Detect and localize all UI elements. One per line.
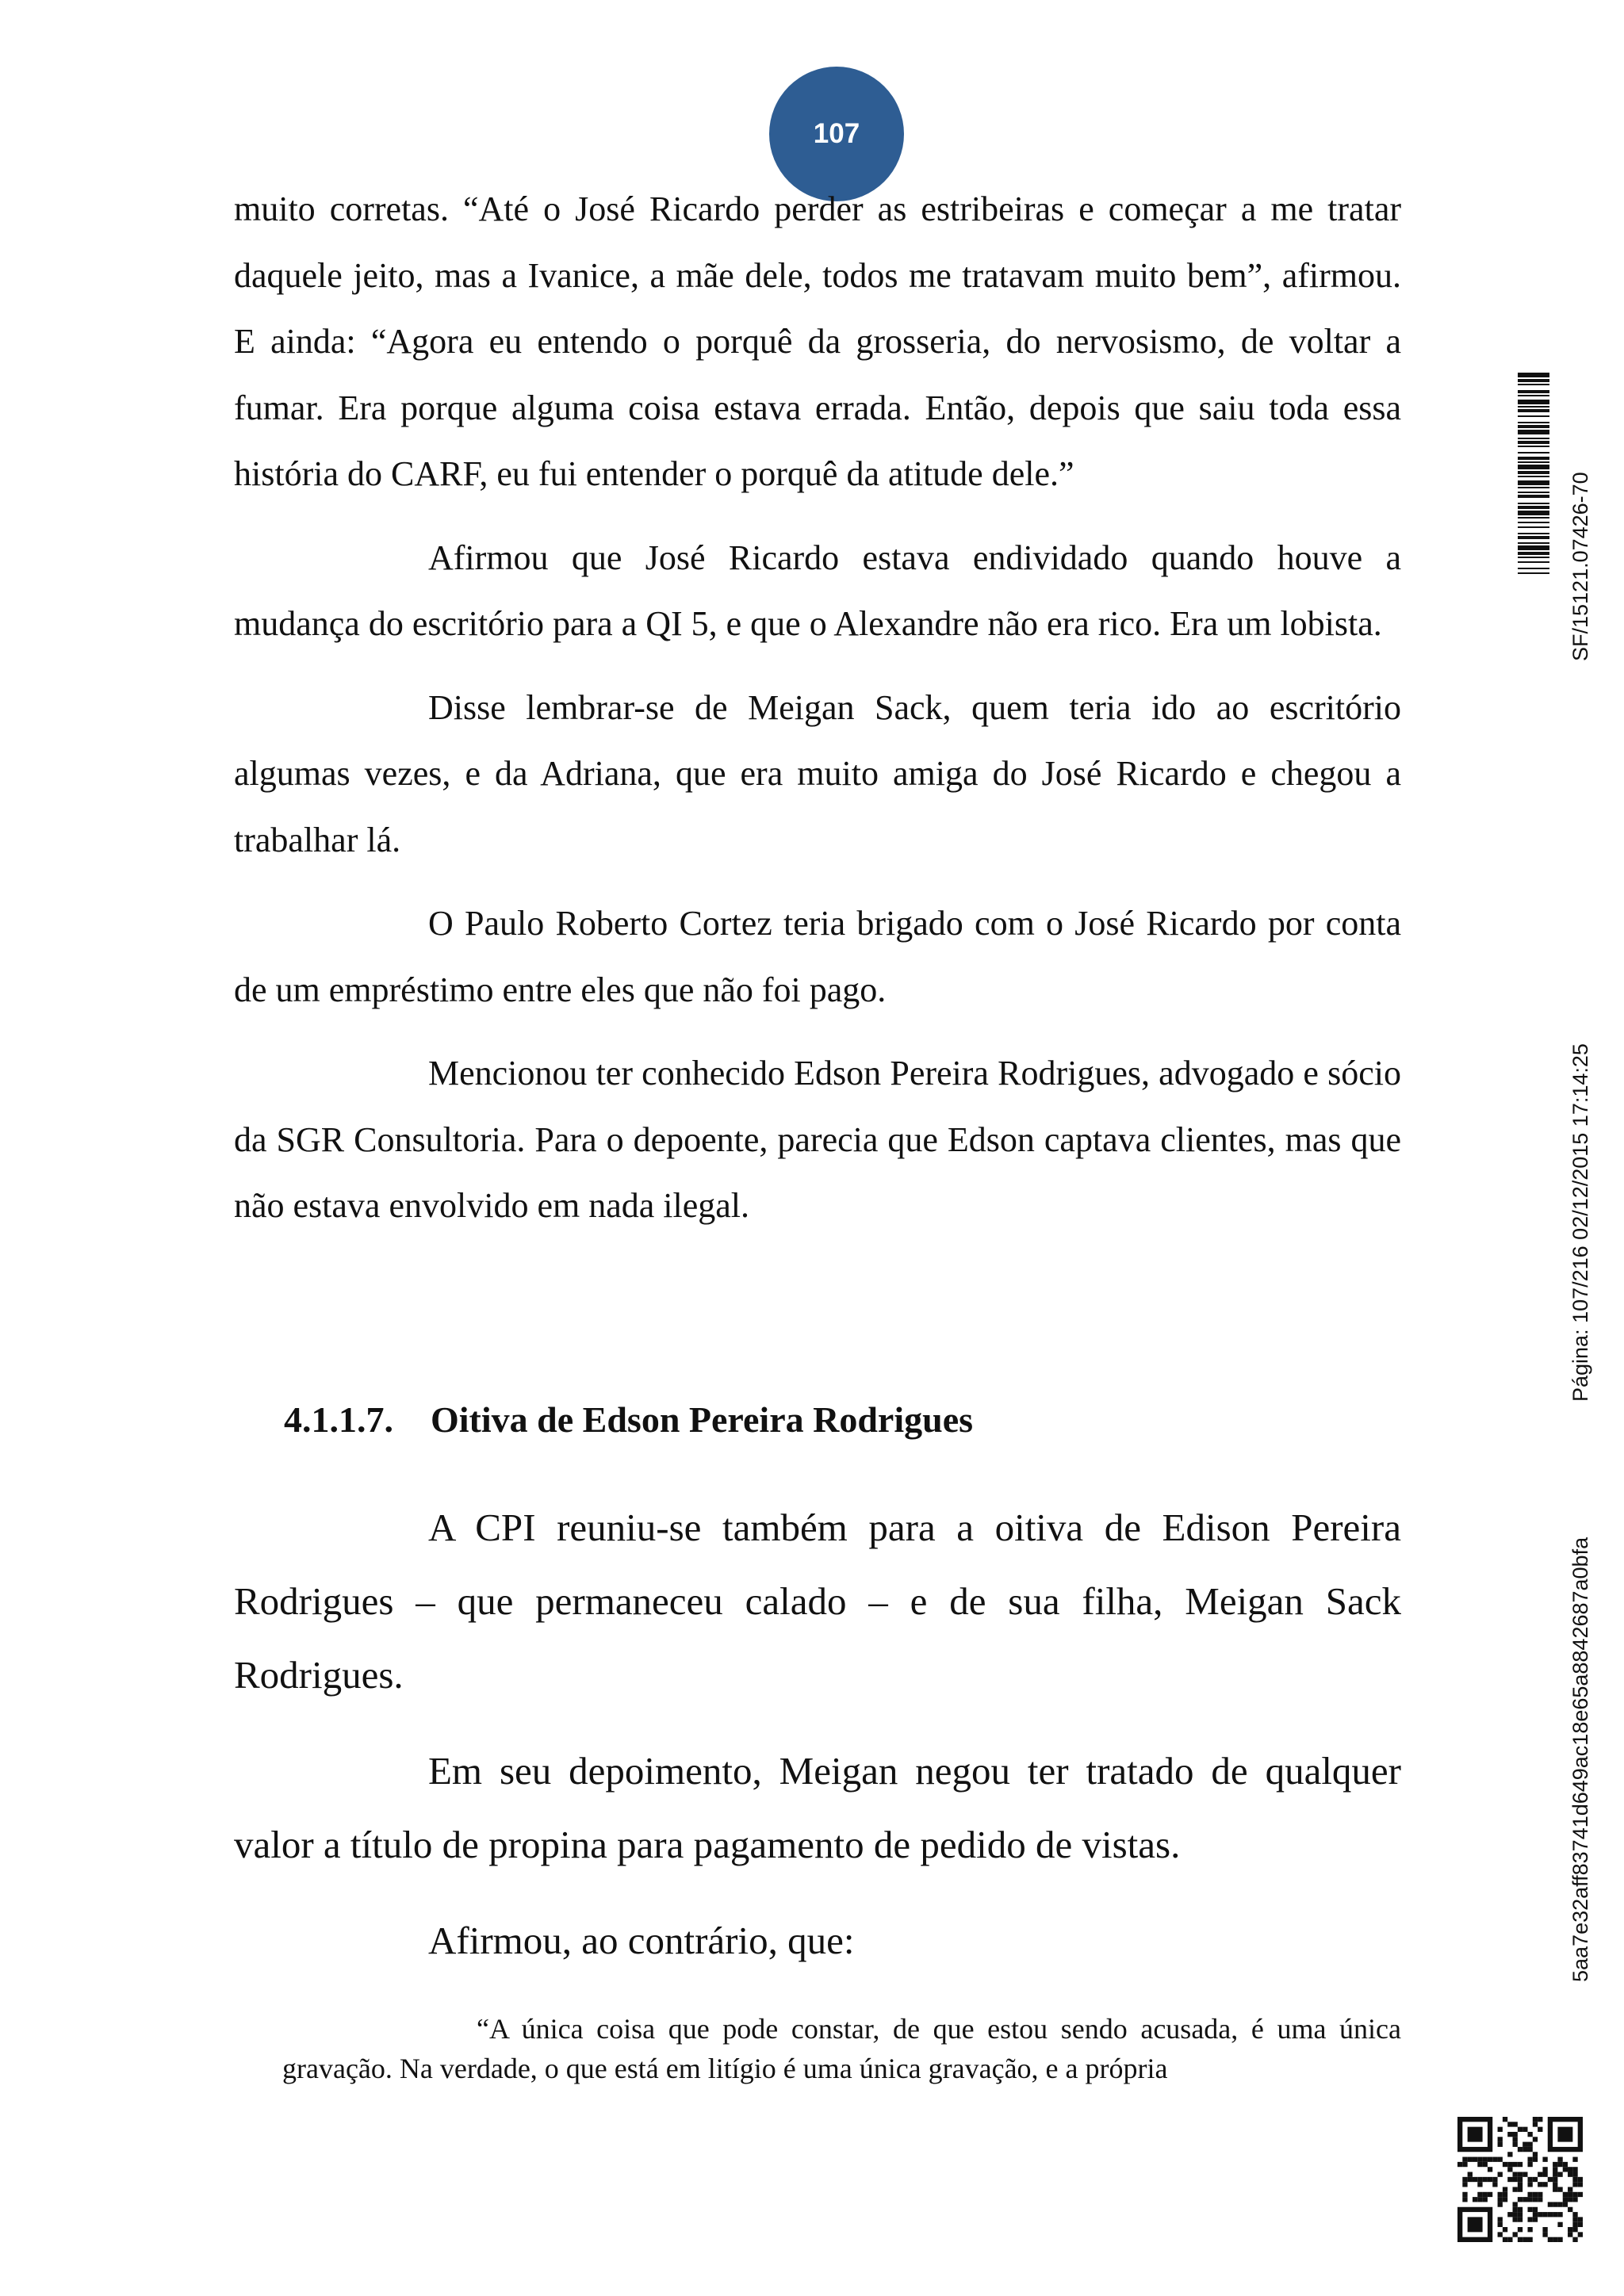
paragraph-2: Afirmou que José Ricardo estava endividado quando houve a mudança do escritório para a QI 5, e que o Alexandre não era rico. Era um lobista. bbox=[234, 538, 1401, 643]
paragraph-8: Afirmou, ao contrário, que: bbox=[428, 1919, 855, 1962]
page-info-label: Página: 107/216 02/12/2015 17:14:25 bbox=[1568, 1043, 1592, 1402]
body-text-bottom bbox=[234, 1490, 1401, 1977]
body-text-top bbox=[234, 176, 1401, 1239]
section-number: 4.1.1.7. bbox=[284, 1399, 393, 1440]
section-heading bbox=[284, 1399, 973, 1441]
document-hash-label: 5aa7e32aff83741d649ac18e65a8842687a0bfa bbox=[1568, 1536, 1592, 1982]
page-number-badge: 107 bbox=[769, 67, 904, 201]
block-quote: “A única coisa que pode constar, de que estou sendo acusada, é uma única gravação. Na verdade, o que está em litígio é uma única gravação, e a própria bbox=[282, 2013, 1401, 2084]
section-title: Oitiva de Edson Pereira Rodrigues bbox=[431, 1399, 974, 1440]
paragraph-4: O Paulo Roberto Cortez teria brigado com o José Ricardo por conta de um empréstimo entre eles que não foi pago. bbox=[234, 904, 1401, 1009]
barcode-id-label: SF/15121.07426-70 bbox=[1568, 472, 1592, 661]
paragraph-7: Em seu depoimento, Meigan negou ter tratado de qualquer valor a título de propina para pagamento de pedido de vistas. bbox=[234, 1749, 1401, 1866]
barcode-icon bbox=[1518, 373, 1549, 745]
paragraph-5: Mencionou ter conhecido Edson Pereira Rodrigues, advogado e sócio da SGR Consultoria. Para o depoente, parecia que Edson captava clientes, mas que não estava envolvido em nada ilegal. bbox=[234, 1054, 1401, 1225]
paragraph-6: A CPI reuniu-se também para a oitiva de Edison Pereira Rodrigues – que permaneceu calado – e de sua filha, Meigan Sack Rodrigues. bbox=[234, 1506, 1401, 1697]
paragraph-1: muito corretas. “Até o José Ricardo perder as estribeiras e começar a me tratar daquele jeito, mas a Ivanice, a mãe dele, todos me tratavam muito bem”, afirmou. E ainda: “Agora eu entendo o porquê da grosseria, do nervosismo, de voltar a fumar. Era porque alguma coisa estava errada. Então, depois que saiu toda essa história do CARF, eu fui entender o porquê da atitude dele.” bbox=[234, 189, 1401, 493]
paragraph-3: Disse lembrar-se de Meigan Sack, quem teria ido ao escritório algumas vezes, e da Adriana, que era muito amiga do José Ricardo e chegou a trabalhar lá. bbox=[234, 687, 1401, 859]
qr-code-icon bbox=[1457, 2117, 1583, 2242]
